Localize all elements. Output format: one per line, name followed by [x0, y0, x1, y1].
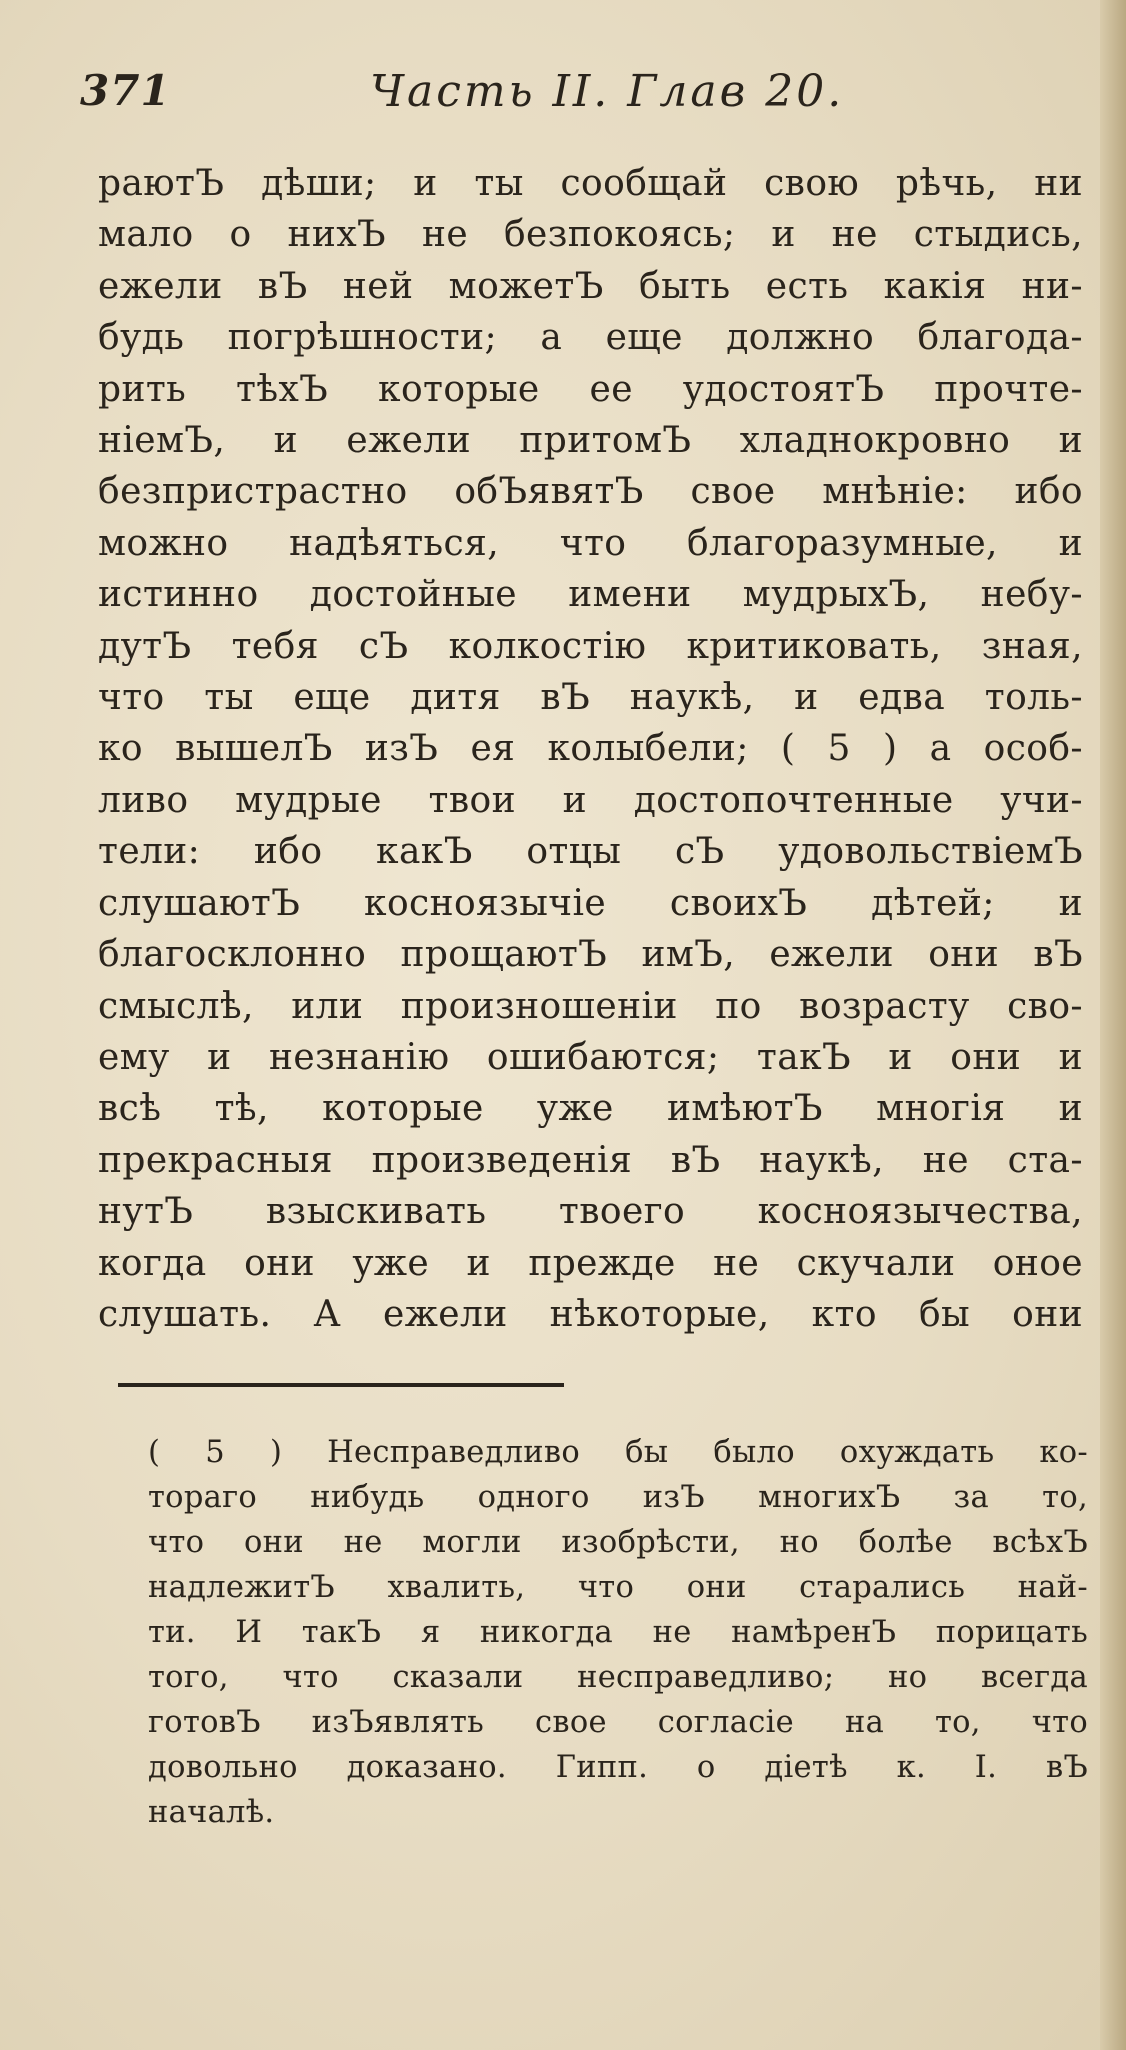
footnote-line: что они не могли изобрѣсти, но болѣе всѣхЪ	[148, 1525, 1088, 1560]
text-line: ему и незнанію ошибаются; такЪ и они и	[98, 1036, 1083, 1078]
footnote-line: ( 5 ) Несправедливо бы было охуждать ко-	[148, 1435, 1088, 1470]
page-number: 371	[80, 66, 171, 115]
text-line: смыслѣ, или произношеніи по возрасту сво-	[98, 985, 1083, 1027]
running-head: Часть II. Глав 20.	[370, 66, 845, 117]
text-line: что ты еще дитя вЪ наукѣ, и едва толь-	[98, 677, 1083, 719]
text-line: ливо мудрые твои и достопочтенные учи-	[98, 779, 1083, 821]
main-text	[98, 158, 1083, 1340]
footnote-divider	[118, 1383, 564, 1387]
page-header	[80, 66, 1020, 126]
text-line: безпристрастно обЪявятЪ свое мнѣніе: ибо	[98, 471, 1083, 513]
footnote-line: готовЪ изЪявлять свое согласіе на то, что	[148, 1705, 1088, 1740]
text-line: истинно достойные имени мудрыхЪ, небу-	[98, 574, 1083, 616]
text-line: нутЪ взыскивать твоего косноязычества,	[98, 1191, 1083, 1233]
text-line: ніемЪ, и ежели притомЪ хладнокровно и	[98, 420, 1083, 462]
text-line: всѣ тѣ, которые уже имѣютЪ многія и	[98, 1088, 1083, 1130]
text-line: мало о нихЪ не безпокоясь; и не стыдись,	[98, 214, 1083, 256]
text-line: прекрасныя произведенія вЪ наукѣ, не ста-	[98, 1139, 1083, 1181]
text-line: раютЪ дѣши; и ты сообщай свою рѣчь, ни	[98, 163, 1083, 204]
text-line: дутЪ тебя сЪ колкостію критиковать, зная,	[98, 625, 1083, 667]
text-line: ежели вЪ ней можетЪ быть есть какія ни-	[98, 265, 1083, 307]
text-line: тели: ибо какЪ отцы сЪ удовольствіемЪ	[98, 831, 1083, 873]
footnote-line: надлежитЪ хвалить, что они старались най-	[148, 1570, 1088, 1605]
text-line: рить тѣхЪ которые ее удостоятЪ прочте-	[98, 368, 1083, 410]
footnote-line: довольно доказано. Гипп. о діетѣ к. I. вЪ	[148, 1750, 1088, 1785]
footnote-line: началѣ.	[148, 1795, 275, 1830]
text-line: слушать. А ежели нѣкоторые, кто бы они	[98, 1293, 1083, 1335]
text-line: благосклонно прощаютЪ имЪ, ежели они вЪ	[98, 934, 1083, 976]
text-line: слушаютЪ косноязычіе своихЪ дѣтей; и	[98, 882, 1083, 924]
text-line: ко вышелЪ изЪ ея колыбели; ( 5 ) а особ-	[98, 728, 1083, 770]
footnote	[148, 1430, 1088, 1835]
text-line: когда они уже и прежде не скучали оное	[98, 1242, 1083, 1284]
page-edge	[1100, 0, 1126, 2050]
text-line: можно надѣяться, что благоразумные, и	[98, 522, 1083, 564]
footnote-line: того, что сказали несправедливо; но всегда	[148, 1660, 1088, 1695]
footnote-line: тораго нибудь одного изЪ многихЪ за то,	[148, 1480, 1088, 1515]
text-line: будь погрѣшности; а еще должно благода-	[98, 317, 1083, 359]
footnote-line: ти. И такЪ я никогда не намѣренЪ порицать	[148, 1615, 1088, 1650]
